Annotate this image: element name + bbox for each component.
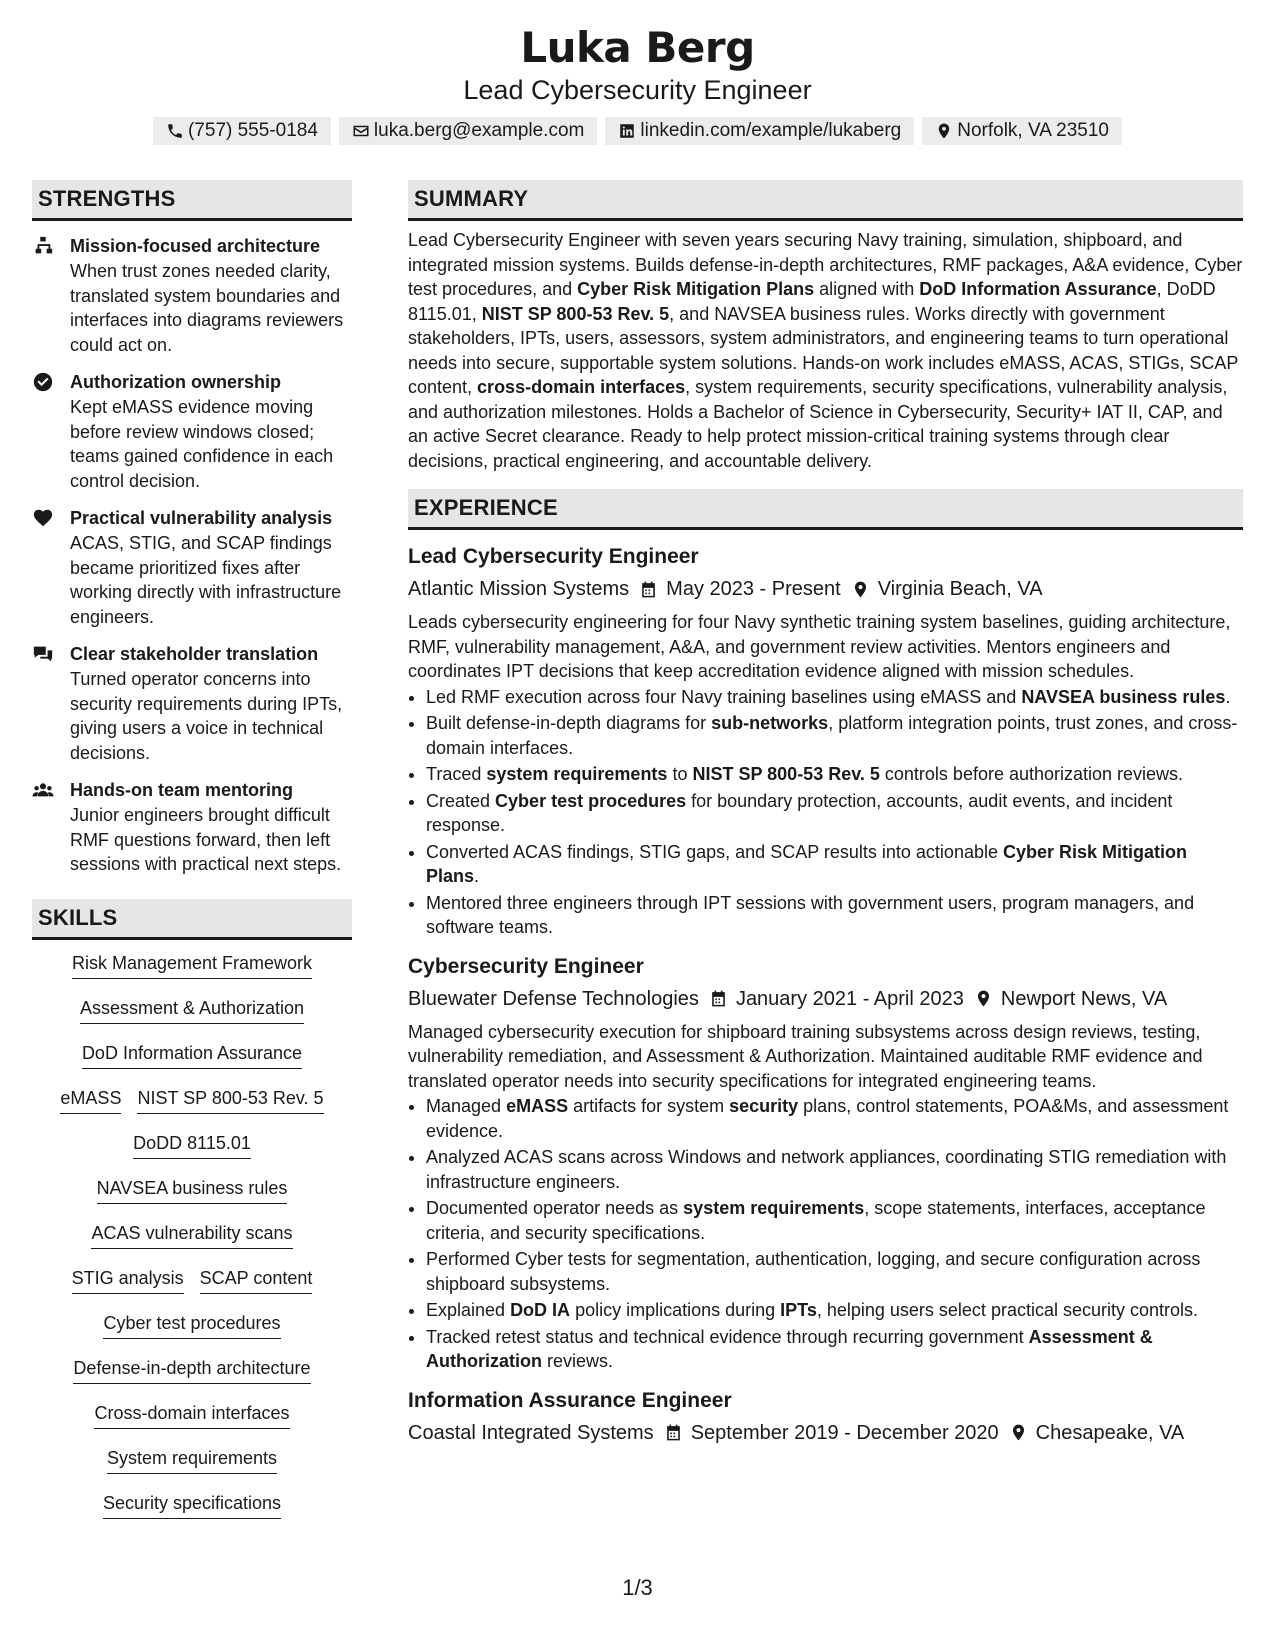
skill-tag: NIST SP 800-53 Rev. 5: [137, 1085, 323, 1114]
skill-row: [32, 1400, 352, 1445]
bold-text: NAVSEA business rules: [1021, 686, 1226, 707]
bullet-item: [426, 762, 1243, 787]
dates-text: September 2019 - December 2020: [690, 1421, 999, 1444]
text-segment: artifacts for system: [568, 1096, 730, 1116]
text-segment: Managed: [426, 1096, 507, 1116]
text-segment: , DoDD 8115.01,: [408, 279, 1216, 324]
sitemap-icon: [32, 235, 54, 257]
dates-text: May 2023 - Present: [666, 578, 841, 600]
bullet-item: [426, 685, 1243, 710]
text-segment: , and NAVSEA business rules. Works directly with government stakeholders, IPTs, users, assessors, system administrators, and engineering teams to turn operational needs into secure, supportable system solutions. Hands-on work includes eMASS, ACAS, STIGs, SCAP content,: [408, 303, 1239, 397]
bullet-list: [408, 685, 1243, 940]
text-segment: to: [667, 764, 693, 784]
skill-tag: ACAS vulnerability scans: [91, 1220, 292, 1249]
job-description: Managed cybersecurity execution for shipboard training subsystems across design reviews, testing, vulnerability remediation, and Assessment & Authorization. Maintained auditable RMF evidence and translated operator needs into security specifications for integrated engineering teams.: [408, 1021, 1203, 1091]
bold-text: DoD Information Assurance: [919, 279, 1157, 299]
bullet-item: [426, 1298, 1243, 1323]
chat-bubbles-icon: [32, 643, 54, 665]
strength-title: Hands-on team mentoring: [70, 780, 294, 800]
strength-item: [32, 233, 352, 357]
bold-text: Cyber test procedures: [495, 790, 687, 811]
company-name: Coastal Integrated Systems: [408, 1421, 654, 1444]
strength-desc: When trust zones needed clarity, translated system boundaries and interfaces into diagrams reviewers could act on.: [70, 261, 344, 355]
text-segment: Created: [426, 790, 496, 811]
skill-row: [32, 1265, 352, 1310]
map-pin-icon: [851, 580, 870, 599]
text-segment: for boundary protection, accounts, audit events, and incident response.: [426, 790, 1173, 835]
skill-tag: Defense-in-depth architecture: [73, 1355, 310, 1384]
text-segment: plans, control statements, POA&Ms, and assessment evidence.: [426, 1096, 1229, 1141]
text-segment: controls before authorization reviews.: [879, 764, 1184, 784]
skill-row: [32, 1085, 352, 1130]
job-meta: [408, 574, 1243, 604]
text-segment: , platform integration points, trust zones, and cross-domain interfaces.: [426, 713, 1238, 758]
text-segment: Performed Cyber tests for segmentation, authentication, logging, and secure configuration across shipboard subsystems.: [426, 1249, 1201, 1294]
dates-text: January 2021 - April 2023: [735, 987, 964, 1010]
bold-text: NIST SP 800-53 Rev. 5: [692, 764, 880, 784]
contact-email[interactable]: [339, 117, 597, 145]
bold-text: security: [729, 1096, 799, 1116]
strength-item: [32, 369, 352, 493]
text-segment: aligned with: [814, 279, 920, 299]
text-segment: Built defense-in-depth diagrams for: [426, 713, 712, 733]
bullet-item: [426, 840, 1243, 889]
job-title: Lead Cybersecurity Engineer: [408, 545, 699, 568]
text-segment: Tracked retest status and technical evidence through recurring government: [426, 1326, 1029, 1347]
skill-row: [32, 1220, 352, 1265]
calendar-icon: [709, 989, 728, 1008]
bold-text: DoD IA: [510, 1300, 571, 1320]
text-segment: .: [474, 866, 480, 886]
text-segment: , helping users select practical security controls.: [816, 1300, 1199, 1320]
bullet-item: [426, 1247, 1243, 1296]
contact-phone: [153, 117, 331, 145]
bold-text: system requirements: [683, 1198, 865, 1218]
phone-icon: [166, 122, 184, 140]
right-column: [408, 180, 1243, 1448]
skill-row: [32, 1175, 352, 1220]
skill-tag: DoD Information Assurance: [82, 1040, 302, 1069]
skill-tag: Risk Management Framework: [72, 950, 312, 979]
text-segment: policy implications during: [570, 1300, 781, 1320]
strength-desc: ACAS, STIG, and SCAP findings became prioritized fixes after working directly with infrastructure engineers.: [70, 533, 342, 627]
email-text: luka.berg@example.com: [373, 120, 585, 141]
bullet-list: [408, 1094, 1243, 1374]
calendar-icon: [639, 580, 658, 599]
strength-item: [32, 777, 352, 877]
skill-row: [32, 1355, 352, 1400]
job-location: [1009, 1418, 1185, 1448]
contact-location: [922, 117, 1122, 145]
strength-desc: Turned operator concerns into security requirements during IPTs, giving users a voice in technical decisions.: [70, 669, 343, 763]
map-pin-icon: [935, 122, 953, 140]
bullet-item: [426, 1196, 1243, 1245]
skill-tag: NAVSEA business rules: [97, 1175, 288, 1204]
calendar-icon: [664, 1423, 683, 1442]
job-title: Information Assurance Engineer: [408, 1388, 732, 1412]
strength-item: [32, 505, 352, 629]
skill-row: [32, 1445, 352, 1490]
location-text: Newport News, VA: [1000, 987, 1168, 1010]
strengths-heading: STRENGTHS: [32, 180, 352, 221]
job-title: Cybersecurity Engineer: [408, 954, 644, 978]
skill-tag: Cyber test procedures: [103, 1310, 280, 1339]
text-segment: .: [1225, 686, 1231, 707]
envelope-icon: [352, 122, 370, 140]
text-segment: , scope statements, interfaces, acceptance criteria, and security specifications.: [426, 1198, 1206, 1243]
bold-text: cross-domain interfaces: [477, 377, 686, 397]
text-segment: Led RMF execution across four Navy training baselines using eMASS and: [426, 686, 1022, 707]
job-entry: [408, 1386, 1243, 1448]
job-meta: [408, 984, 1243, 1014]
phone-text: (757) 555-0184: [187, 120, 318, 141]
map-pin-icon: [974, 989, 993, 1008]
location-text: Virginia Beach, VA: [877, 578, 1043, 600]
check-circle-icon: [32, 371, 54, 393]
strength-desc: Kept eMASS evidence moving before review windows closed; teams gained confidence in each control decision.: [70, 397, 334, 491]
text-segment: Traced: [426, 764, 487, 784]
skill-tag: Security specifications: [103, 1490, 281, 1519]
job-location: [851, 574, 1043, 604]
job-entry: [408, 952, 1243, 1374]
skill-row: [32, 1310, 352, 1355]
contact-bar: [0, 117, 1275, 145]
skill-tag: System requirements: [107, 1445, 277, 1474]
users-icon: [32, 779, 54, 801]
skill-row: [32, 950, 352, 995]
text-segment: Mentored three engineers through IPT sessions with government users, program managers, and software teams.: [426, 892, 1195, 937]
skill-tag: Assessment & Authorization: [80, 995, 304, 1024]
bullet-item: [426, 789, 1243, 838]
skill-tag: DoDD 8115.01: [133, 1130, 251, 1159]
bold-text: sub-networks: [711, 713, 829, 733]
bold-text: NIST SP 800-53 Rev. 5: [481, 303, 670, 324]
experience-heading: EXPERIENCE: [408, 489, 1243, 530]
bold-text: Assessment & Authorization: [426, 1326, 1153, 1371]
skill-tag: SCAP content: [200, 1265, 313, 1294]
bullet-item: [426, 1325, 1243, 1374]
experience-list: [408, 542, 1243, 1448]
skill-row: [32, 995, 352, 1040]
location-text: Chesapeake, VA: [1035, 1421, 1185, 1444]
skill-row: [32, 1490, 352, 1535]
strength-item: [32, 641, 352, 765]
left-column: [32, 180, 352, 1535]
text-segment: Lead Cybersecurity Engineer with seven years securing Navy training, simulation, shipboard, and integrated mission systems. Builds defense-in-depth architectures, RMF packages, A&A evidence, Cyber test procedures, and: [408, 230, 1243, 299]
text-segment: Explained: [426, 1300, 511, 1320]
text-segment: , system requirements, security specifications, vulnerability analysis, and authorization milestones. Holds a Bachelor of Science in Cybersecurity, Security+ IAT II, CAP, and an active Secret clearance. Ready to help protect mission-critical training systems through clear decisions, practical engineering, and accountable delivery.: [408, 377, 1228, 471]
bullet-item: [426, 1145, 1243, 1194]
text-segment: Converted ACAS findings, STIG gaps, and SCAP results into actionable: [426, 841, 1003, 862]
bold-text: system requirements: [486, 764, 668, 784]
company-name: Atlantic Mission Systems: [408, 578, 630, 600]
linkedin-icon: [618, 122, 636, 140]
strength-title: Authorization ownership: [70, 372, 281, 392]
text-segment: reviews.: [541, 1351, 613, 1371]
skill-row: [32, 1130, 352, 1175]
bold-text: IPTs: [780, 1300, 817, 1320]
job-description: Leads cybersecurity engineering for four Navy synthetic training system baselines, guiding architecture, RMF, vulnerability management, A&A, and government review activities. Mentors engineers and coordinates IPT decisions that keep accreditation evidence aligned with mission schedules.: [408, 612, 1231, 681]
skill-row: [32, 1040, 352, 1085]
skills-heading: SKILLS: [32, 899, 352, 940]
linkedin-text: linkedin.com/example/lukaberg: [640, 120, 902, 141]
skill-tag: eMASS: [60, 1085, 121, 1114]
bold-text: Cyber Risk Mitigation Plans: [426, 841, 1188, 886]
strength-title: Practical vulnerability analysis: [70, 508, 333, 528]
heart-icon: [32, 507, 54, 529]
skills-list: [32, 950, 352, 1535]
candidate-title: Lead Cybersecurity Engineer: [463, 75, 812, 105]
job-dates: [709, 984, 964, 1014]
job-location: [974, 984, 1167, 1014]
strength-title: Mission-focused architecture: [70, 236, 321, 256]
strength-desc: Junior engineers brought difficult RMF questions forward, then left sessions with practical next steps.: [70, 805, 342, 874]
text-segment: Documented operator needs as: [426, 1198, 684, 1218]
bullet-item: [426, 711, 1243, 760]
map-pin-icon: [1009, 1423, 1028, 1442]
summary-heading: SUMMARY: [408, 180, 1243, 221]
summary-text: [408, 228, 1243, 473]
candidate-name: Luka Berg: [520, 23, 755, 72]
job-meta: [408, 1418, 1243, 1448]
job-entry: [408, 542, 1243, 940]
company-name: Bluewater Defense Technologies: [408, 987, 699, 1010]
page-number: 1/3: [622, 1575, 653, 1600]
job-dates: [664, 1418, 999, 1448]
contact-linkedin[interactable]: [605, 117, 914, 145]
job-dates: [639, 574, 841, 604]
skill-tag: STIG analysis: [72, 1265, 184, 1294]
bullet-item: [426, 1094, 1243, 1143]
strength-title: Clear stakeholder translation: [70, 644, 319, 664]
bold-text: Cyber Risk Mitigation Plans: [577, 279, 815, 299]
location-text: Norfolk, VA 23510: [957, 120, 1109, 141]
resume-header: [0, 0, 1275, 145]
bullet-item: [426, 891, 1243, 940]
bold-text: eMASS: [506, 1096, 569, 1116]
text-segment: Analyzed ACAS scans across Windows and network appliances, coordinating STIG remediation with infrastructure engineers.: [426, 1147, 1227, 1192]
skill-tag: Cross-domain interfaces: [94, 1400, 289, 1429]
